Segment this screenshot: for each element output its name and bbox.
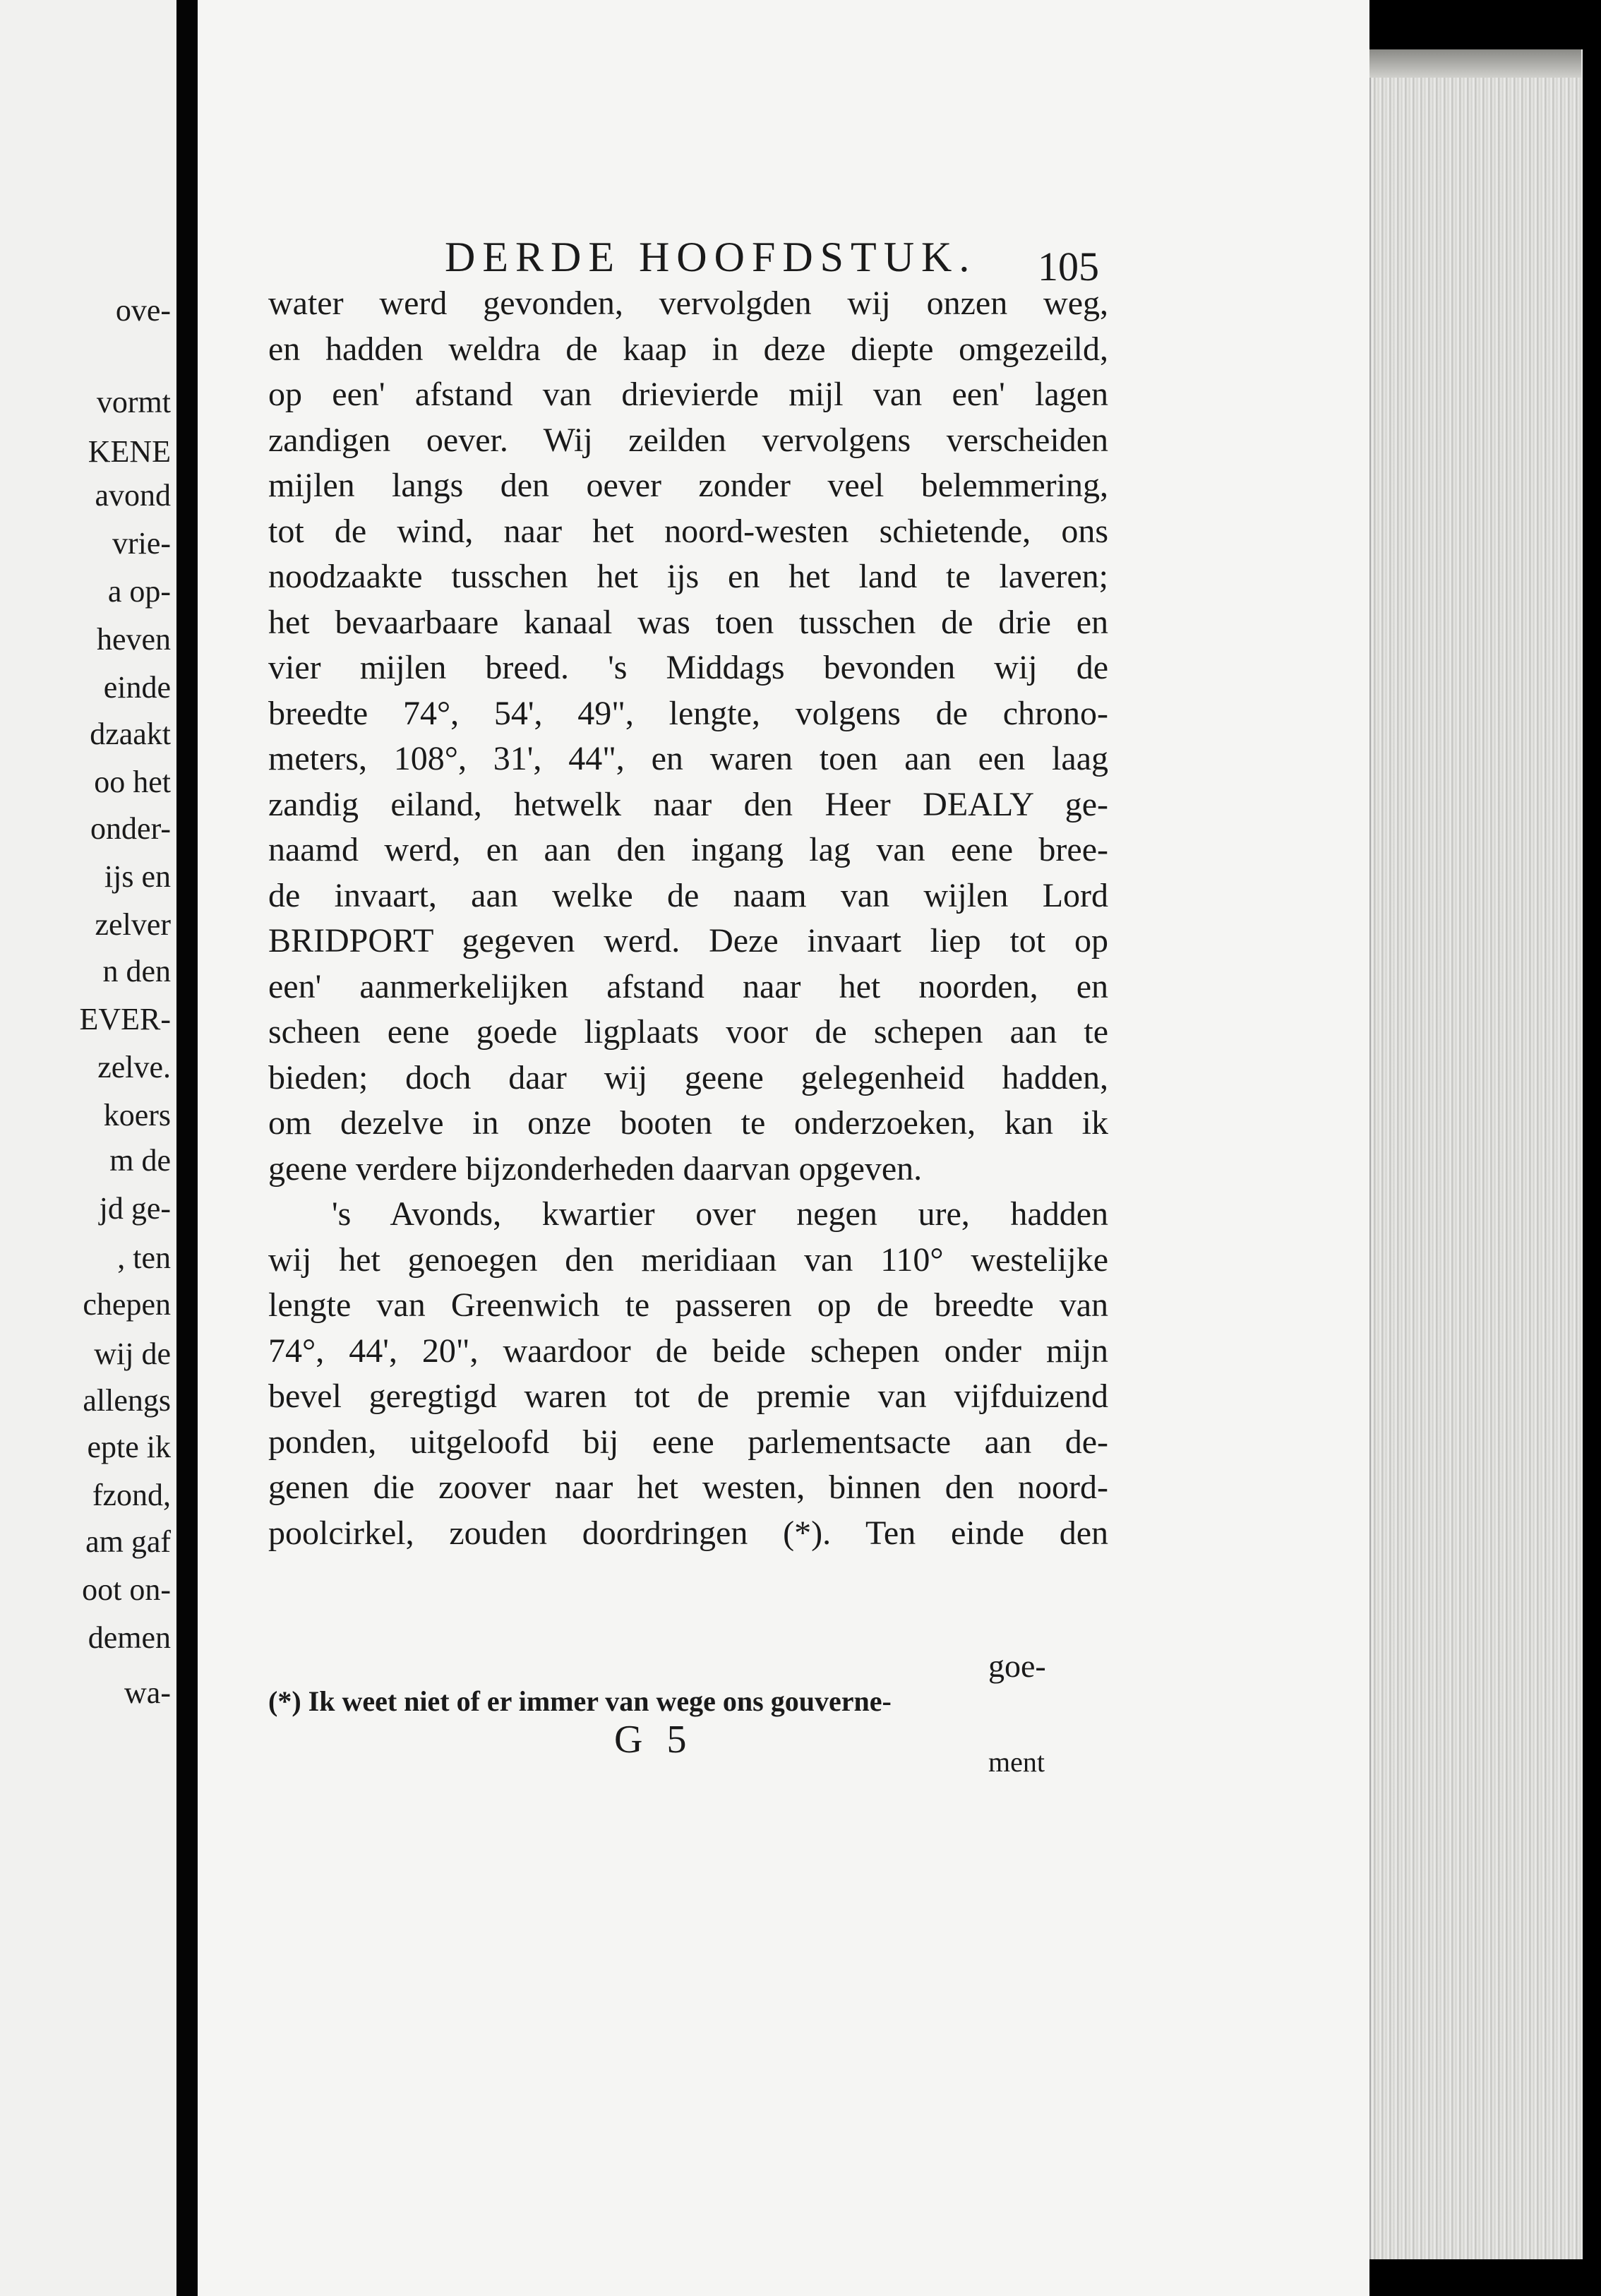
running-head: DERDE HOOFDSTUK. [445, 234, 977, 280]
left-page-line: fzond, [92, 1478, 171, 1512]
text-line: zandig eiland, hetwelk naar den Heer DEALY ge- [268, 785, 1108, 823]
text-line: naamd werd, en aan den ingang lag van eene bree- [268, 831, 1108, 868]
left-page-line: zelver [95, 907, 171, 942]
text-line: zandigen oever. Wij zeilden vervolgens verscheiden [268, 421, 1108, 459]
left-page-line: chepen [83, 1287, 171, 1322]
page-edges-shadow [1369, 49, 1581, 78]
text-line: lengte van Greenwich te passeren op de breedte van [268, 1286, 1108, 1324]
text-line: wij het genoegen den meridiaan van 110° westelijke [268, 1240, 1108, 1279]
left-page-line: onder- [90, 811, 171, 846]
left-page-line: oot on- [82, 1572, 171, 1607]
left-page-line: oo het [94, 765, 171, 799]
left-page-line: m de [109, 1143, 171, 1178]
footnote-catch-word: ment [988, 1746, 1045, 1778]
text-line: poolcirkel, zouden doordringen (*). Ten einde den [268, 1514, 1108, 1552]
signature-mark: G 5 [614, 1718, 694, 1762]
left-page-line: zelve. [97, 1050, 171, 1084]
left-page-line: am gaf [85, 1524, 171, 1559]
left-page-line: heven [96, 622, 171, 657]
left-page-line: , ten [117, 1240, 171, 1275]
text-line: de invaart, aan welke de naam van wijlen Lord [268, 876, 1108, 914]
page-number: 105 [1038, 244, 1099, 289]
text-line: en hadden weldra de kaap in deze diepte omgezeild, [268, 330, 1108, 368]
text-line: breedte 74°, 54', 49", lengte, volgens de chrono- [268, 694, 1108, 732]
text-line: ponden, uitgeloofd bij eene parlementsacte aan de- [268, 1423, 1108, 1461]
text-line: noodzaakte tusschen het ijs en het land te laveren; [268, 558, 1108, 595]
text-line: 's Avonds, kwartier over negen ure, hadden [332, 1195, 1108, 1233]
book-gutter [176, 0, 198, 2296]
left-page-line: vrie- [112, 526, 171, 561]
page-edges [1369, 49, 1583, 2259]
text-line: op een' afstand van drievierde mijl van een' lagen [268, 376, 1108, 413]
body-text [268, 281, 1108, 1556]
left-page-line: allengs [83, 1383, 171, 1418]
text-line: mijlen langs den oever zonder veel belemmering, [268, 467, 1108, 504]
left-page-line: einde [103, 670, 171, 705]
text-line: meters, 108°, 31', 44", en waren toen aan een laag [268, 740, 1108, 777]
text-line: scheen eene goede ligplaats voor de schepen aan te [268, 1013, 1108, 1051]
left-page-line: jd ge- [99, 1191, 171, 1226]
left-page-line: dzaakt [90, 717, 171, 751]
footnote: (*) Ik weet niet of er immer van wege ons gouverne- [268, 1685, 892, 1717]
left-page-line: epte ik [87, 1430, 171, 1464]
left-page-line: KENE [88, 434, 171, 469]
left-page-line: wij de [94, 1337, 171, 1371]
left-page-line: avond [95, 478, 171, 513]
text-line: bevel geregtigd waren tot de premie van vijfduizend [268, 1377, 1108, 1415]
left-page-fragment [0, 0, 176, 2296]
catch-word: goe- [988, 1648, 1046, 1684]
left-page-line: vormt [96, 385, 171, 419]
text-line: BRIDPORT gegeven werd. Deze invaart liep tot op [268, 922, 1108, 959]
text-line: geene verdere bijzonderheden daarvan opgeven. [268, 1149, 923, 1188]
left-page-line: demen [88, 1620, 171, 1655]
text-line: water werd gevonden, vervolgden wij onzen weg, [268, 285, 1108, 322]
text-line: het bevaarbaare kanaal was toen tusschen de drie en [268, 603, 1108, 641]
left-page-line: wa- [124, 1675, 171, 1710]
text-line: een' aanmerkelijken afstand naar het noorden, en [268, 967, 1108, 1005]
left-page-line: ijs en [104, 859, 171, 894]
left-page-line: a op- [107, 574, 171, 609]
text-line: bieden; doch daar wij geene gelegenheid hadden, [268, 1058, 1108, 1096]
left-page-line: koers [103, 1098, 171, 1132]
text-line: om dezelve in onze booten te onderzoeken, kan ik [268, 1104, 1108, 1142]
text-line: genen die zoover naar het westen, binnen den noord- [268, 1469, 1108, 1506]
left-page-line: n den [102, 954, 171, 988]
text-line: vier mijlen breed. 's Middags bevonden wij de [268, 649, 1108, 686]
left-page-line: ove- [115, 293, 171, 328]
left-page-line: EVER- [79, 1002, 171, 1036]
text-line: 74°, 44', 20", waardoor de beide schepen onder mijn [268, 1332, 1108, 1370]
text-line: tot de wind, naar het noord-westen schietende, ons [268, 512, 1108, 550]
